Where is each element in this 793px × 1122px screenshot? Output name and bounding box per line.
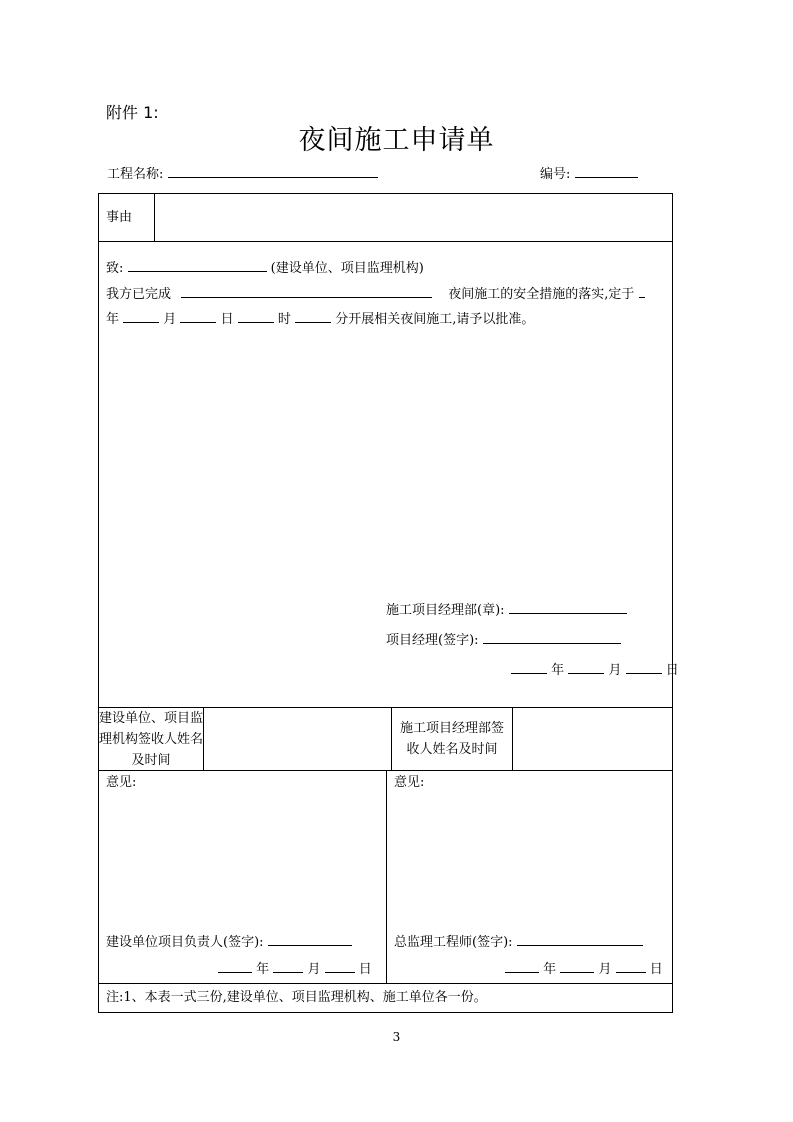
schedule-year-label: 年 (106, 312, 120, 327)
body-day-label: 日 (665, 663, 679, 678)
project-name-label: 工程名称: (107, 167, 164, 182)
addressee-field[interactable] (128, 258, 267, 272)
schedule-day-field[interactable] (180, 309, 216, 323)
owner-sign-label: 建设单位项目负责人(签字): (106, 935, 264, 950)
divider (98, 241, 673, 242)
owner-sign-field[interactable] (268, 932, 352, 946)
supervisor-opinion-field[interactable] (388, 795, 671, 920)
supervisor-sign-line (394, 932, 643, 953)
body-month-label: 月 (608, 663, 622, 678)
body-day-field[interactable] (626, 660, 662, 674)
dept-seal-label: 施工项目经理部(章): (386, 603, 505, 618)
dept-seal-line (386, 600, 627, 621)
supervisor-day-field[interactable] (616, 959, 646, 973)
owner-receipt-label: 建设单位、项目监理机构签收人姓名及时间 (99, 710, 204, 768)
completion-suffix: 夜间施工的安全措施的落实,定于 (448, 287, 635, 302)
supervisor-day-label: 日 (649, 962, 663, 977)
supervisor-opinion-title: 意见: (394, 775, 425, 790)
supervisor-month-field[interactable] (560, 959, 594, 973)
body-date-line (511, 660, 679, 681)
body-year-label: 年 (551, 663, 565, 678)
schedule-month-label: 月 (163, 312, 177, 327)
supervisor-month-label: 月 (598, 962, 612, 977)
form-number-label: 编号: (540, 167, 571, 182)
supervisor-year-label: 年 (543, 962, 557, 977)
supervisor-year-field[interactable] (505, 959, 539, 973)
project-name-field[interactable] (168, 164, 378, 178)
schedule-day-label: 日 (220, 312, 234, 327)
addressee-suffix: (建设单位、项目监理机构) (270, 261, 424, 276)
form-number-field[interactable] (575, 164, 638, 178)
owner-year-label: 年 (256, 962, 270, 977)
schedule-hour-label: 时 (277, 312, 291, 327)
form-title: 夜间施工申请单 (298, 125, 495, 156)
addressee-line (106, 258, 424, 279)
schedule-minute-field[interactable] (295, 309, 331, 323)
manager-sign-line (386, 630, 621, 651)
form-number-row (540, 163, 638, 182)
schedule-minute-suffix: 分开展相关夜间施工,请予以批准。 (335, 312, 535, 327)
manager-sign-field[interactable] (483, 630, 621, 644)
owner-sign-line (106, 932, 352, 953)
completion-field[interactable] (181, 284, 432, 298)
body-year-field[interactable] (511, 660, 547, 674)
owner-day-label: 日 (358, 962, 372, 977)
schedule-month-field[interactable] (123, 309, 159, 323)
divider (98, 983, 673, 984)
supervisor-date-line (505, 959, 663, 980)
owner-receipt-field[interactable] (204, 708, 391, 770)
owner-year-field[interactable] (218, 959, 252, 973)
owner-month-label: 月 (307, 962, 321, 977)
footnote: 注:1、本表一式三份,建设单位、项目监理机构、施工单位各一份。 (106, 990, 487, 1005)
schedule-hour-field[interactable] (238, 309, 274, 323)
owner-opinion-title: 意见: (106, 775, 137, 790)
contractor-receipt-field[interactable] (513, 708, 672, 770)
body-month-field[interactable] (568, 660, 604, 674)
owner-day-field[interactable] (325, 959, 355, 973)
completion-prefix: 我方已完成 (106, 287, 172, 302)
page-number: 3 (392, 1030, 401, 1044)
addressee-prefix: 致: (106, 261, 124, 276)
owner-date-line (218, 959, 372, 980)
reason-label: 事由 (106, 210, 133, 225)
manager-sign-label: 项目经理(签字): (386, 633, 479, 648)
supervisor-sign-label: 总监理工程师(签字): (394, 935, 513, 950)
completion-line (106, 284, 645, 305)
schedule-line (106, 309, 534, 330)
divider (386, 770, 387, 983)
date-lead-field[interactable] (639, 284, 645, 298)
project-name-row (107, 163, 378, 182)
dept-seal-field[interactable] (509, 600, 627, 614)
owner-opinion-field[interactable] (100, 795, 385, 920)
supervisor-sign-field[interactable] (517, 932, 643, 946)
owner-month-field[interactable] (273, 959, 303, 973)
attachment-label: 附件 1: (106, 103, 159, 122)
contractor-receipt-label: 施工项目经理部签收人姓名及时间 (399, 721, 504, 757)
reason-field[interactable] (155, 194, 672, 241)
